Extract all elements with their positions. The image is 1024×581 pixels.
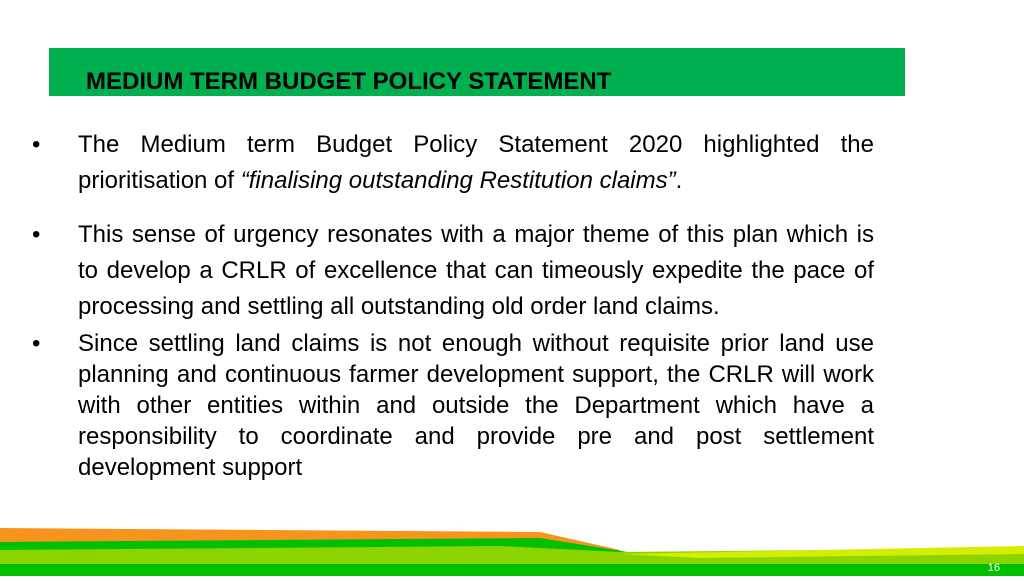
- bullet-3-text: Since settling land claims is not enough without requisite prior land use planning and continuous farmer development support, the CRLR will work with other entities within and outside the Department which have a responsibility to coordinate and provide pre and post settlement development support: [78, 330, 874, 481]
- bullet-item-3: [30, 328, 874, 483]
- bullet-marker: •: [32, 131, 41, 158]
- bullet-list: [30, 127, 874, 483]
- footer-decoration: [0, 520, 1024, 576]
- slide-number: 16: [987, 562, 1000, 574]
- bullet-1-text: The Medium term Budget Policy Statement 2020 highlighted the prioritisation of: [78, 131, 874, 194]
- bullet-marker: •: [32, 330, 41, 357]
- title-bar: [49, 48, 905, 96]
- bullet-1-emphasis: “finalising outstanding Restitution claims”: [240, 167, 676, 194]
- bullet-1-end: .: [675, 167, 683, 194]
- footer-waves-graphic: [0, 520, 1024, 576]
- bullet-marker: •: [32, 221, 41, 248]
- bullet-item-2: [30, 217, 874, 325]
- slide-title: MEDIUM TERM BUDGET POLICY STATEMENT: [86, 68, 612, 95]
- bullet-item-1: [30, 127, 874, 199]
- bullet-2-text: This sense of urgency resonates with a major theme of this plan which is to develop a CRLR of excellence that can timeously expedite the pace of processing and settling all outstanding old order land claims.: [78, 221, 874, 320]
